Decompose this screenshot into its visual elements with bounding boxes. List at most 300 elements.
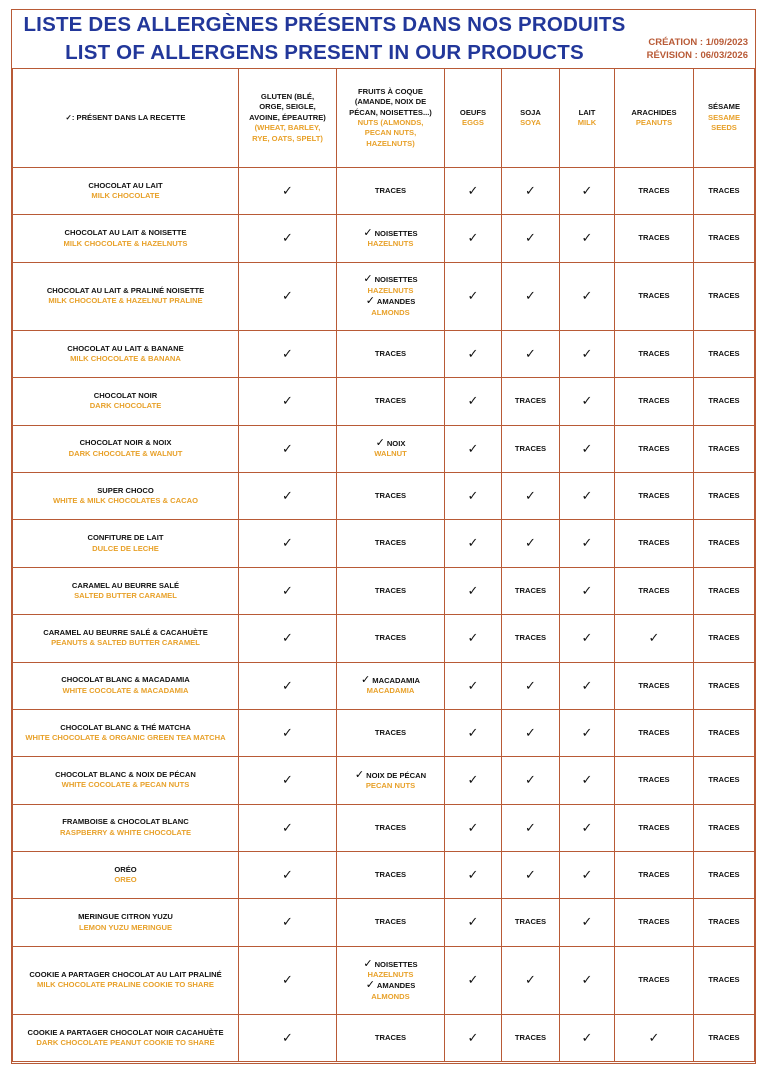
- product-name-cell: [13, 615, 239, 662]
- check-icon: ✓: [282, 867, 293, 883]
- product-name-fr: CHOCOLAT AU LAIT & NOISETTE: [64, 228, 187, 238]
- allergen-cell-milk: [560, 899, 615, 946]
- traces-label: TRACES: [638, 185, 670, 195]
- check-icon: ✓: [467, 677, 479, 693]
- column-header-nuts: [337, 69, 445, 168]
- nut-name-en: HAZELNUTS: [367, 285, 414, 295]
- revision-date: RÉVISION : 06/03/2026: [646, 50, 748, 61]
- traces-label: TRACES: [514, 396, 547, 406]
- legend-cell: [13, 69, 239, 168]
- allergen-cell-sesame: [694, 472, 755, 519]
- allergen-cell-gluten: [239, 804, 337, 851]
- allergen-cell-peanuts: [615, 804, 694, 851]
- traces-label: TRACES: [374, 870, 407, 880]
- check-icon: ✓: [467, 345, 479, 361]
- nut-entry: [337, 959, 444, 981]
- traces-label: TRACES: [638, 870, 670, 880]
- allergen-cell-sesame: [694, 852, 755, 899]
- allergen-cell-eggs: [445, 615, 502, 662]
- nut-name-en: ALMONDS: [371, 991, 410, 1001]
- product-row: [13, 804, 755, 851]
- traces-label: TRACES: [708, 680, 740, 690]
- allergen-cell-eggs: [445, 662, 502, 709]
- check-icon: ✓: [581, 677, 593, 693]
- allergen-cell-gluten: [239, 1014, 337, 1061]
- allergen-cell-nuts: [337, 709, 445, 756]
- traces-label: TRACES: [638, 396, 670, 406]
- allergen-sheet: [11, 9, 756, 1064]
- check-icon: ✓: [581, 535, 593, 551]
- allergen-cell-gluten: [239, 378, 337, 425]
- allergen-cell-milk: [560, 168, 615, 215]
- allergen-cell-milk: [560, 804, 615, 851]
- traces-label: TRACES: [638, 822, 670, 832]
- product-name-fr: CHOCOLAT BLANC & MACADAMIA: [61, 675, 190, 685]
- product-name-fr: CHOCOLAT AU LAIT: [88, 180, 163, 190]
- check-icon: ✓: [282, 345, 293, 361]
- traces-label: TRACES: [708, 490, 740, 500]
- column-fr: SOJA: [520, 107, 541, 117]
- check-icon: ✓: [581, 393, 593, 409]
- traces-label: TRACES: [708, 633, 740, 643]
- traces-label: TRACES: [514, 1032, 547, 1042]
- allergen-cell-eggs: [445, 567, 502, 614]
- check-icon: ✓: [282, 440, 293, 456]
- allergen-cell-gluten: [239, 946, 337, 1014]
- column-en: EGGS: [462, 118, 484, 127]
- product-name-fr: ORÉO: [114, 864, 137, 874]
- product-name-cell: [13, 330, 239, 377]
- allergen-cell-soy: [502, 567, 560, 614]
- product-name-en: WHITE CHOCOLATE & ORGANIC GREEN TEA MATCHA: [25, 733, 226, 743]
- product-name-en: OREO: [114, 875, 137, 885]
- check-icon: ✓: [581, 487, 593, 503]
- check-icon: ✓: [282, 182, 293, 198]
- column-header-gluten: [239, 69, 337, 168]
- allergen-cell-milk: [560, 215, 615, 262]
- nut-name-en: PECAN NUTS: [365, 780, 416, 790]
- product-row: [13, 520, 755, 567]
- check-icon: ✓: [467, 1029, 479, 1045]
- traces-label: TRACES: [708, 443, 740, 453]
- allergen-cell-sesame: [694, 899, 755, 946]
- allergen-cell-nuts: [337, 899, 445, 946]
- nut-name-fr: AMANDES: [376, 297, 416, 307]
- traces-label: TRACES: [374, 585, 407, 595]
- traces-label: TRACES: [638, 291, 670, 301]
- check-icon: ✓: [525, 535, 536, 551]
- traces-label: TRACES: [374, 1032, 407, 1042]
- traces-label: TRACES: [638, 538, 670, 548]
- check-icon: ✓: [467, 487, 479, 503]
- product-name-cell: [13, 168, 239, 215]
- allergen-table: [12, 68, 755, 1062]
- traces-label: TRACES: [708, 538, 740, 548]
- column-fr: ARACHIDES: [631, 107, 677, 117]
- traces-label: TRACES: [374, 727, 407, 737]
- product-name-en: DULCE DE LECHE: [92, 543, 159, 553]
- allergen-cell-milk: [560, 425, 615, 472]
- nut-entry: [337, 675, 444, 697]
- traces-label: TRACES: [374, 538, 407, 548]
- allergen-cell-milk: [560, 1014, 615, 1061]
- column-header-eggs: [445, 69, 502, 168]
- allergen-cell-milk: [560, 709, 615, 756]
- traces-label: TRACES: [708, 291, 740, 301]
- check-icon: ✓: [525, 345, 536, 361]
- allergen-cell-peanuts: [615, 378, 694, 425]
- product-name-en: WHITE COCOLATE & MACADAMIA: [62, 685, 189, 695]
- product-name-fr: COOKIE A PARTAGER CHOCOLAT NOIR CACAHUÈTE: [27, 1027, 224, 1037]
- check-icon: ✓: [467, 288, 479, 304]
- product-row: [13, 330, 755, 377]
- allergen-cell-gluten: [239, 709, 337, 756]
- product-name-fr: MERINGUE CITRON YUZU: [78, 912, 173, 922]
- nut-name-en: HAZELNUTS: [367, 969, 414, 979]
- check-icon: ✓: [282, 630, 293, 646]
- product-name-cell: [13, 567, 239, 614]
- check-icon: ✓: [467, 972, 479, 988]
- allergen-cell-milk: [560, 946, 615, 1014]
- check-icon: ✓: [467, 630, 479, 646]
- legend-text: ✓: PRÉSENT DANS LA RECETTE: [65, 112, 186, 122]
- allergen-cell-milk: [560, 615, 615, 662]
- column-header-peanuts: [615, 69, 694, 168]
- allergen-cell-peanuts: [615, 472, 694, 519]
- traces-label: TRACES: [514, 633, 547, 643]
- allergen-cell-nuts: [337, 472, 445, 519]
- traces-label: TRACES: [638, 680, 670, 690]
- nut-entry: [337, 770, 444, 792]
- check-icon: ✓: [467, 772, 479, 788]
- product-row: [13, 567, 755, 614]
- nut-name-en: MACADAMIA: [366, 686, 415, 696]
- traces-label: TRACES: [708, 233, 740, 243]
- allergen-cell-nuts: [337, 852, 445, 899]
- allergen-cell-nuts: [337, 1014, 445, 1061]
- product-name-fr: FRAMBOISE & CHOCOLAT BLANC: [62, 817, 189, 827]
- allergen-cell-milk: [560, 662, 615, 709]
- check-icon: ✓: [375, 436, 385, 449]
- traces-label: TRACES: [708, 185, 740, 195]
- nut-name-fr: AMANDES: [376, 981, 416, 991]
- product-name-fr: CHOCOLAT BLANC & THÉ MATCHA: [60, 722, 191, 732]
- allergen-cell-milk: [560, 852, 615, 899]
- allergen-cell-gluten: [239, 472, 337, 519]
- check-icon: ✓: [363, 957, 373, 970]
- column-header-soy: [502, 69, 560, 168]
- product-name-cell: [13, 425, 239, 472]
- check-icon: ✓: [525, 487, 536, 503]
- allergen-cell-eggs: [445, 1014, 502, 1061]
- allergen-cell-eggs: [445, 425, 502, 472]
- allergen-cell-milk: [560, 472, 615, 519]
- traces-label: TRACES: [638, 490, 670, 500]
- traces-label: TRACES: [708, 775, 740, 785]
- product-row: [13, 425, 755, 472]
- allergen-cell-soy: [502, 378, 560, 425]
- allergen-cell-eggs: [445, 262, 502, 330]
- sheet-header: [12, 10, 754, 69]
- check-icon: ✓: [525, 288, 536, 304]
- nut-entry: [337, 980, 444, 1002]
- product-name-cell: [13, 520, 239, 567]
- allergen-cell-sesame: [694, 262, 755, 330]
- product-row: [13, 262, 755, 330]
- allergen-cell-peanuts: [615, 262, 694, 330]
- allergen-cell-soy: [502, 615, 560, 662]
- allergen-cell-sesame: [694, 615, 755, 662]
- allergen-cell-eggs: [445, 215, 502, 262]
- allergen-cell-peanuts: [615, 1014, 694, 1061]
- traces-label: TRACES: [638, 233, 670, 243]
- product-name-fr: CHOCOLAT AU LAIT & PRALINÉ NOISETTE: [46, 285, 205, 295]
- allergen-cell-soy: [502, 168, 560, 215]
- title-english: LIST OF ALLERGENS PRESENT IN OUR PRODUCTS: [65, 41, 584, 64]
- allergen-cell-peanuts: [615, 330, 694, 377]
- traces-label: TRACES: [638, 775, 670, 785]
- allergen-cell-soy: [502, 804, 560, 851]
- check-icon: ✓: [282, 288, 293, 304]
- nut-name-en: WALNUT: [374, 449, 407, 459]
- traces-label: TRACES: [514, 585, 547, 595]
- traces-label: TRACES: [374, 185, 407, 195]
- check-icon: ✓: [581, 914, 593, 930]
- allergen-cell-soy: [502, 899, 560, 946]
- allergen-cell-eggs: [445, 946, 502, 1014]
- allergen-cell-gluten: [239, 330, 337, 377]
- allergen-cell-eggs: [445, 330, 502, 377]
- check-icon: ✓: [525, 230, 536, 246]
- allergen-cell-soy: [502, 852, 560, 899]
- check-icon: ✓: [581, 772, 593, 788]
- allergen-cell-sesame: [694, 567, 755, 614]
- column-header-milk: [560, 69, 615, 168]
- check-icon: ✓: [525, 972, 536, 988]
- product-row: [13, 168, 755, 215]
- product-name-en: WHITE & MILK CHOCOLATES & CACAO: [53, 496, 198, 506]
- allergen-cell-peanuts: [615, 168, 694, 215]
- allergen-cell-sesame: [694, 378, 755, 425]
- product-name-cell: [13, 946, 239, 1014]
- column-en: NUTS (ALMONDS, PECAN NUTS, HAZELNUTS): [357, 118, 424, 148]
- allergen-cell-gluten: [239, 215, 337, 262]
- allergen-cell-gluten: [239, 757, 337, 804]
- header-row: [13, 69, 755, 168]
- product-name-cell: [13, 757, 239, 804]
- nut-entry: [337, 274, 444, 296]
- product-name-en: MILK CHOCOLATE & BANANA: [70, 353, 181, 363]
- allergen-cell-nuts: [337, 946, 445, 1014]
- product-name-en: MILK CHOCOLATE & HAZELNUT PRALINE: [48, 296, 203, 306]
- product-name-cell: [13, 709, 239, 756]
- product-name-cell: [13, 1014, 239, 1061]
- allergen-cell-peanuts: [615, 899, 694, 946]
- check-icon: ✓: [467, 914, 479, 930]
- allergen-cell-eggs: [445, 709, 502, 756]
- allergen-cell-gluten: [239, 899, 337, 946]
- check-icon: ✓: [525, 867, 536, 883]
- column-header-sesame: [694, 69, 755, 168]
- nut-entry: [337, 438, 444, 460]
- allergen-cell-nuts: [337, 378, 445, 425]
- allergen-cell-soy: [502, 662, 560, 709]
- traces-label: TRACES: [638, 348, 670, 358]
- nut-name-fr: NOISETTES: [374, 228, 418, 238]
- product-row: [13, 662, 755, 709]
- creation-date: CRÉATION : 1/09/2023: [648, 37, 748, 48]
- allergen-cell-peanuts: [615, 757, 694, 804]
- product-name-cell: [13, 662, 239, 709]
- column-fr: SÉSAME: [707, 102, 741, 112]
- product-name-en: MILK CHOCOLATE & HAZELNUTS: [63, 238, 188, 248]
- check-icon: ✓: [467, 867, 479, 883]
- check-icon: ✓: [648, 1029, 660, 1045]
- allergen-cell-gluten: [239, 852, 337, 899]
- traces-label: TRACES: [708, 975, 740, 985]
- traces-label: TRACES: [374, 348, 407, 358]
- nut-name-fr: MACADAMIA: [372, 675, 420, 685]
- nut-name-en: ALMONDS: [371, 307, 410, 317]
- allergen-cell-gluten: [239, 168, 337, 215]
- allergen-cell-eggs: [445, 472, 502, 519]
- traces-label: TRACES: [708, 348, 740, 358]
- allergen-cell-peanuts: [615, 567, 694, 614]
- check-icon: ✓: [467, 393, 479, 409]
- check-icon: ✓: [282, 1029, 293, 1045]
- traces-label: TRACES: [514, 443, 547, 453]
- allergen-cell-nuts: [337, 425, 445, 472]
- product-name-cell: [13, 215, 239, 262]
- allergen-cell-nuts: [337, 520, 445, 567]
- allergen-cell-peanuts: [615, 520, 694, 567]
- column-en: MILK: [577, 118, 597, 127]
- traces-label: TRACES: [708, 585, 740, 595]
- column-en: (WHEAT, BARLEY, RYE, OATS, SPELT): [252, 123, 323, 143]
- check-icon: ✓: [282, 582, 293, 598]
- nut-name-fr: NOISETTES: [374, 275, 418, 285]
- allergen-cell-eggs: [445, 757, 502, 804]
- product-name-fr: CHOCOLAT NOIR & NOIX: [79, 438, 172, 448]
- allergen-cell-nuts: [337, 567, 445, 614]
- allergen-cell-peanuts: [615, 215, 694, 262]
- product-name-en: DARK CHOCOLATE: [89, 401, 162, 411]
- product-name-cell: [13, 378, 239, 425]
- allergen-cell-soy: [502, 520, 560, 567]
- product-name-en: SALTED BUTTER CARAMEL: [74, 590, 177, 600]
- product-row: [13, 1014, 755, 1061]
- check-icon: ✓: [282, 724, 293, 740]
- traces-label: TRACES: [708, 870, 740, 880]
- product-name-cell: [13, 472, 239, 519]
- product-name-fr: CHOCOLAT BLANC & NOIX DE PÉCAN: [55, 770, 196, 780]
- product-row: [13, 215, 755, 262]
- nut-name-fr: NOISETTES: [374, 959, 418, 969]
- traces-label: TRACES: [638, 585, 670, 595]
- check-icon: ✓: [282, 914, 293, 930]
- product-row: [13, 709, 755, 756]
- product-row: [13, 615, 755, 662]
- column-en: SOYA: [520, 118, 541, 127]
- traces-label: TRACES: [638, 917, 670, 927]
- check-icon: ✓: [365, 979, 375, 992]
- check-icon: ✓: [525, 819, 536, 835]
- product-row: [13, 852, 755, 899]
- allergen-cell-sesame: [694, 330, 755, 377]
- allergen-cell-nuts: [337, 215, 445, 262]
- allergen-cell-milk: [560, 520, 615, 567]
- check-icon: ✓: [581, 230, 593, 246]
- allergen-cell-nuts: [337, 168, 445, 215]
- allergen-cell-milk: [560, 262, 615, 330]
- check-icon: ✓: [581, 972, 593, 988]
- title-french: LISTE DES ALLERGÈNES PRÉSENTS DANS NOS PRODUITS: [23, 13, 626, 36]
- product-name-en: LEMON YUZU MERINGUE: [78, 922, 173, 932]
- allergen-cell-sesame: [694, 709, 755, 756]
- check-icon: ✓: [581, 182, 593, 198]
- traces-label: TRACES: [374, 917, 407, 927]
- allergen-cell-sesame: [694, 946, 755, 1014]
- check-icon: ✓: [581, 582, 593, 598]
- product-name-en: MILK CHOCOLATE PRALINE COOKIE TO SHARE: [37, 980, 214, 990]
- allergen-cell-nuts: [337, 757, 445, 804]
- product-name-cell: [13, 899, 239, 946]
- check-icon: ✓: [581, 440, 593, 456]
- allergen-cell-eggs: [445, 804, 502, 851]
- traces-label: TRACES: [374, 822, 407, 832]
- check-icon: ✓: [282, 535, 293, 551]
- check-icon: ✓: [581, 1029, 593, 1045]
- allergen-cell-soy: [502, 757, 560, 804]
- allergen-cell-gluten: [239, 262, 337, 330]
- product-name-fr: SUPER CHOCO: [97, 485, 154, 495]
- check-icon: ✓: [467, 819, 479, 835]
- check-icon: ✓: [282, 819, 293, 835]
- allergen-cell-soy: [502, 1014, 560, 1061]
- allergen-cell-gluten: [239, 425, 337, 472]
- check-icon: ✓: [467, 182, 479, 198]
- product-name-fr: CHOCOLAT NOIR: [93, 390, 158, 400]
- check-icon: ✓: [467, 440, 479, 456]
- traces-label: TRACES: [708, 396, 740, 406]
- product-name-fr: CARAMEL AU BEURRE SALÉ: [71, 580, 180, 590]
- allergen-cell-sesame: [694, 662, 755, 709]
- column-fr: GLUTEN (BLÉ, ORGE, SEIGLE, AVOINE, ÉPEAUTRE): [249, 91, 326, 122]
- product-row: [13, 378, 755, 425]
- allergen-cell-soy: [502, 330, 560, 377]
- product-name-fr: CHOCOLAT AU LAIT & BANANE: [67, 343, 184, 353]
- allergen-cell-peanuts: [615, 852, 694, 899]
- product-row: [13, 946, 755, 1014]
- traces-label: TRACES: [374, 490, 407, 500]
- allergen-cell-nuts: [337, 262, 445, 330]
- allergen-cell-sesame: [694, 757, 755, 804]
- column-en: SESAME SEEDS: [708, 112, 741, 133]
- traces-label: TRACES: [638, 727, 670, 737]
- check-icon: ✓: [581, 724, 593, 740]
- check-icon: ✓: [363, 273, 373, 286]
- check-icon: ✓: [467, 724, 479, 740]
- product-name-fr: COOKIE A PARTAGER CHOCOLAT AU LAIT PRALINÉ: [29, 969, 222, 979]
- check-icon: ✓: [282, 972, 293, 988]
- allergen-cell-peanuts: [615, 662, 694, 709]
- allergen-cell-sesame: [694, 215, 755, 262]
- product-name-fr: CONFITURE DE LAIT: [87, 533, 164, 543]
- check-icon: ✓: [581, 345, 593, 361]
- allergen-cell-sesame: [694, 804, 755, 851]
- allergen-cell-milk: [560, 757, 615, 804]
- product-row: [13, 472, 755, 519]
